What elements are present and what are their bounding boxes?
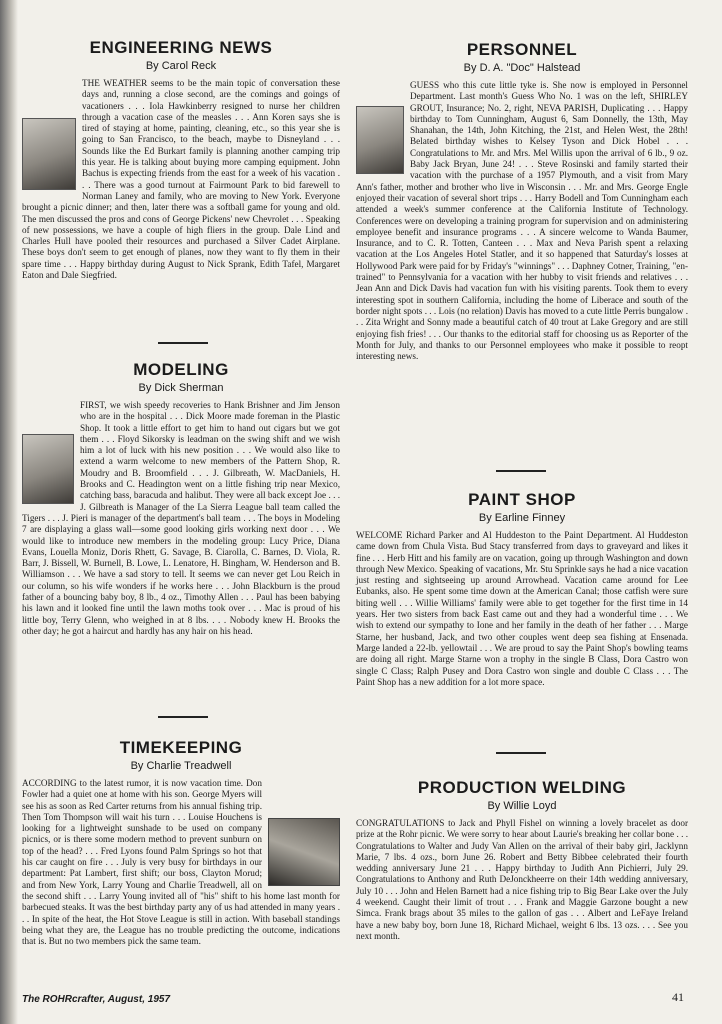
personnel-text: GUESS who this cute little tyke is. She now is employed in Personnel Department. Last month's Guess Who No. 1 was on the left, SHIRLEY GROUT, Insurance; No. 2, right, NEVA PARISH, Duplicating . . . Happy birthday to Tom Cunningham, August 6, Sam Donnelly, the 13th, May Shanahan, the 14th, John Kitching, the 21st, and Helen West, the 28th! Belated birthday wishes to Kelsey Tyson and Dick Hobel . . . Congratulations to Mr. and Mrs. Mel Willis upon the arrival of 6 lb., 9 oz. Baby Jack Bryan, June 24! . . . Steve Rosinski and family started their vacation with the purchase of a 1957 Plymouth, and a visit from Mary Ann's father, mother and brother who live in Wisconsin . . . Mr. and Mrs. George Engle enjoyed their vacation of several short trips . . . Harry Bodell and Tom Cunningham each attended a week's summer conference at the California Institute of Technology. Conferences were on developing a training program for supervision and on administering employee benefit and insurance programs . . . A sincere welcome to Wanda Baumer, Insurance, and to C. R. Totten, Canteen . . . Max and Neva Parish spent a relaxing vacation at the Los Angeles Hotel Statler, and it so happened that Saturday's losses at Hollywood Park were paid for by Friday's "winnings" . . . Daphney Cotner, Training, "en-trained" to Pennsylvania for a vacation with her hubby to visit friends and relatives . . . Jean Ann and Dick Davis had vacation fun with his visiting parents. Took them to every interesting spot in southern California, including the home of Liberace and south of the border night spots . . . Lois (no relation) Davis has moved to a cute little Perris bungalow . . . Zita Wright and Sonny made a beautiful catch of 40 trout at Lake Gregory and are still enjoying fish fries! . . . Our thanks to the editorial staff for choosing us as Reporter of the Month for July, and thanks to our Personnel employees who make it possible to reopt interesting news. bbox=[356, 80, 688, 362]
production-welding-heading: PRODUCTION WELDING bbox=[417, 778, 627, 797]
engineering-news-byline: By Carol Reck bbox=[145, 60, 217, 72]
paint-shop-text: WELCOME Richard Parker and Al Huddeston to the Paint Department. Al Huddeston came down from Chula Vista. Bud Stacy transferred from days to graveyard and likes it fine . . . Herb Hitt and his family are on vacation, going up through Washington and down through New Mexico. Speaking of vacations, Mr. Stu Sprinkle says he had a nice vacation just resting and sightseeing up around Arrowhead. Vacation came around for Lee Eubanks, also. He spent some time down at the American Canal; those catfish were sure biting well . . . Willie Williams' family were able to get together for the first time in 14 years. Her two sisters from back East came out and they had a wonderful time . . . We wish to extend our sympathy to Ione and her family in the death of her father . . . Marge Starne, her husband, Jack, and two other couples went deep sea fishing at Ensenada. Marge landed a 22-lb. yellowtail . . . We are proud to say the Paint Shop's bowling teams are doing all right. Marge Starne won a trophy in the single B Class, Dora Castro won single C Class; Ralph Pusey and Dora Castro won single and double C Class . . . The Paint Shop has a new addition for a lot more space. bbox=[356, 530, 688, 687]
modeling-section bbox=[22, 360, 340, 637]
section-divider bbox=[158, 716, 208, 718]
page-number: 41 bbox=[672, 990, 684, 1004]
section-divider bbox=[496, 470, 546, 472]
paint-shop-byline: By Earline Finney bbox=[478, 512, 566, 524]
paint-shop-heading: PAINT SHOP bbox=[468, 490, 576, 509]
timekeeping-text: ACCORDING to the latest rumor, it is now vacation time. Don Fowler had a quiet one at home with his son. George Myers will see his as soon as Red Carter returns from his annual fishing trip. Then Tom Thompson will wait his turn . . . Louise Houchens is looking for a lightweight sunshade to be used on company picnics, or is there some modern method to prevent sunburn on top of the head? . . . Fred Lyons found Palm Springs so hot that his car caught on fire . . . July is very busy for birthdays in our department: Pat Lambert, first shift; our boss, Clayton Morud; and from New York, Larry Young and Charlie Treadwell, all on the second shift . . . Larry Young invited all of "his" shift to his home last month for barbecued steaks. It was the best birthday party any of us had attended in many years . . . In spite of the heat, the Hot Stove League is still in action. With baseball standings being what they are, the League has no trouble predicting the outcome, indications that is. But no two members pick the same team. bbox=[22, 778, 340, 947]
section-divider bbox=[158, 342, 208, 344]
doc-halstead-portrait-photo bbox=[356, 106, 404, 174]
modeling-heading: MODELING bbox=[133, 360, 229, 379]
carol-reck-portrait-photo bbox=[22, 118, 76, 190]
timekeeping-byline: By Charlie Treadwell bbox=[130, 760, 232, 772]
modeling-byline: By Dick Sherman bbox=[138, 382, 224, 394]
engineering-news-section bbox=[22, 38, 340, 281]
charlie-treadwell-portrait-photo bbox=[268, 818, 340, 886]
paint-shop-section bbox=[356, 490, 688, 688]
page-binding-shadow bbox=[0, 0, 18, 1024]
engineering-news-text: THE WEATHER seems to be the main topic of conversation these days and, running a close second, are the comings and goings of vacationers . . . Iola Hawkinberry resigned to nurse her children through a vacation case of the measles . . . Ann Koren says she is tired of staying at home, painting, cleaning, etc., so this year she is going to San Francisco, to the beach, maybe to Disneyland . . . Sounds like the Ed Burkart family is planning another camping trip this year. He is talking about buying more camping equipment. John Bachus is expecting friends from the east for a week of his vacation . . . There was a good turnout at Fairmount Park to bid farewell to Norman Laney and family, who are moving to New York. Everyone brought a picnic dinner; and then, later there was a softball game for young and old. The men discussed the pros and cons of George Pickens' new Chevrolet . . . Speaking of new possessions, we have a couple of high fliers in the group. Dale Lind and Charles Hull have pooled their resources and purchased a Silver Cadet Airplane. These boys don't seem to get enough of planes, now they want to fly them in their spare time . . . Happy birthday during August to Nick Sprank, Edith Tafel, Margaret Eaton and Dale Siegfried. bbox=[22, 78, 340, 281]
timekeeping-section bbox=[22, 738, 340, 947]
section-divider bbox=[496, 752, 546, 754]
production-welding-section bbox=[356, 778, 688, 942]
personnel-byline: By D. A. "Doc" Halstead bbox=[463, 62, 581, 74]
dick-sherman-portrait-photo bbox=[22, 434, 74, 504]
personnel-section bbox=[356, 40, 688, 362]
modeling-text: FIRST, we wish speedy recoveries to Hank Brishner and Jim Jenson who are in the hospital . . . Dick Moore made foreman in the Plastic Shop. It took a little effort to get him to hand out cigars but we got them . . . Floyd Sikorsky is leadman on the swing shift and we wish him a lot of luck with his new position . . . We would also like to extend a warm welcome to new members of the Pattern Shop, R. Moudry and B. Broomfield . . . J. Gilbreath, W. MacDaniels, H. Brooks and C. Headington went on a little fishing trip near Mexico, catching bass, baracuda and halibut. They were all back except Joe . . . J. Gilbreath is Manager of the La Sierra League ball team called the Tigers . . . J. Pieri is manager of the department's ball team . . . The boys in Modeling 7 are displaying a glass wall—some good looking girls working next door . . . We would like to introduce new members in the modeling group: Lucy Price, Diana Evans, Louella Moniz, Doris Rhett, G. Savage, B. Ciarolla, C. Barnes, D. Viola, R. Barr, J. Bissell, W. Burnell, B. Lowe, L. Lenatore, H. Bingham, W. Henderson and B. Williamson . . . We have a sad story to tell. It seems we can never get Lou Reich in our column, so his wife wonders if he works here . . . John Blackburn is the proud father of a bouncing baby boy, 8 lb., 4 oz., Timothy Allen . . . Paul has been babying his lawn and it looked fine until the lawn moths took over . . . Mac is proud of his little boy, Terry Glenn, who weighed in at 8 lbs. . . . Nobody knew H. Brooks the other day; he got a haircut and hardly has any hair on his head. bbox=[22, 400, 340, 636]
engineering-news-heading: ENGINEERING NEWS bbox=[89, 38, 273, 57]
personnel-heading: PERSONNEL bbox=[466, 40, 578, 59]
production-welding-text: CONGRATULATIONS to Jack and Phyll Fishel on winning a lovely bracelet as door prize at the Rohr picnic. We were sorry to hear about Laurie's breaking her collar bone . . . Congratulations to Walter and Judy Van Allen on the arrival of their baby girl, Jacklynn Marie, 7 lbs. 4 ozs., born June 26. Robert and Betty Bibbee celebrated their fourth wedding anniversary June 21 . . . Happy birthday to Judith Ann Pichierri, July 29. Congratulations to Anthony and Ruth DeJonckheerre on their 14th wedding anniversary, July 10 . . . John and Helen Barnett had a nice fishing trip to Big Bear Lake over the July 4 weekend. Caught their limit of trout . . . Frank and Maggie Garzone bought a new Simca. Frank brags about 35 miles to the gallon of gas . . . Albert and LeFaye Ireland have a new baby boy, born June 18, Richard Michael, weight 6 lbs. 13 ozs. . . . See you next month. bbox=[356, 818, 688, 941]
publication-footer: The ROHRcrafter, August, 1957 bbox=[22, 994, 171, 1005]
production-welding-byline: By Willie Loyd bbox=[487, 800, 557, 812]
timekeeping-heading: TIMEKEEPING bbox=[119, 738, 243, 757]
